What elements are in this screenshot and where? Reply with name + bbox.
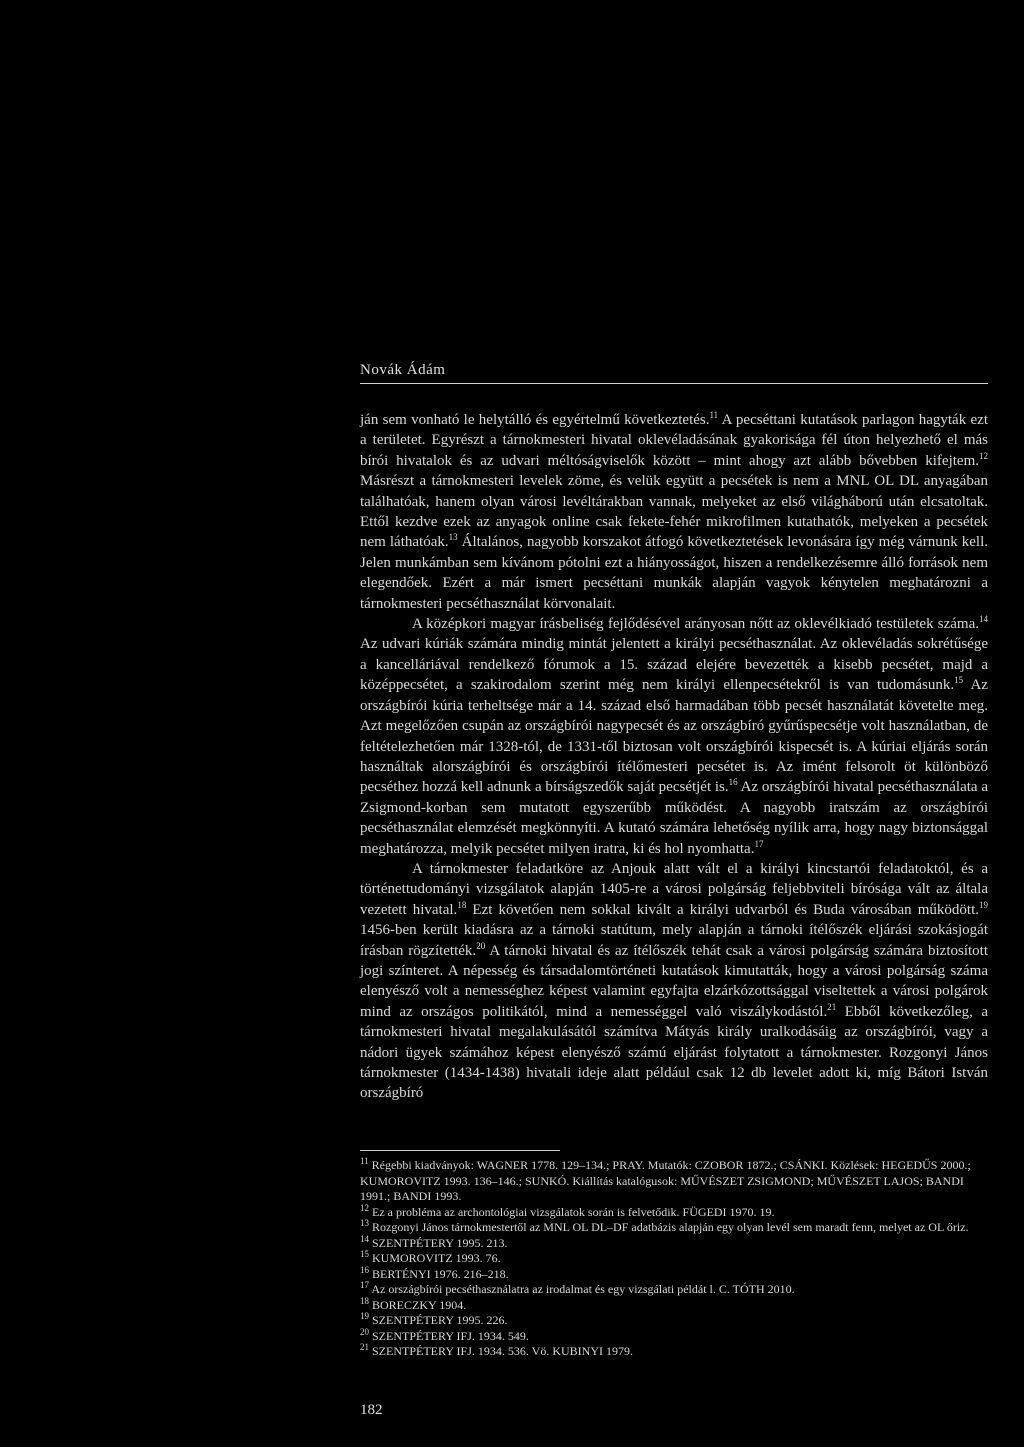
footnote-number: 17 — [360, 1280, 369, 1290]
text-run: Általános, nagyobb korszakot átfogó következtetések levonására így még várnunk kell. Jelen munkámban sem kívánom pótolni ezt a hiányosságot, hiszen a rendelkezésemre álló források nem elegendőek. Ezért a már ismert pecséttani munkák alapján vagyok kénytelen meghatározni a tárnokmesteri pecséthasználat körvonalait. — [360, 534, 988, 612]
footnote-text: BORECZKY 1904. — [369, 1297, 467, 1312]
footnote-number: 16 — [360, 1264, 369, 1275]
footnote-ref: 14 — [979, 614, 988, 625]
footnote-number: 19 — [360, 1311, 369, 1321]
footnote-ref: 13 — [448, 532, 458, 543]
footnote-number: 11 — [360, 1156, 369, 1166]
footnote-ref: 17 — [754, 838, 764, 849]
text-run: A pecséttani kutatások parlagon hagyták ezt a területet. Egyrészt a tárnokmesteri hivatal oklevéladásának gyakorisága fél úton helyezhető el más bírói hivatalok és az udvari méltóságviselők között – mint ahogy azt alább bővebben kifejtem. — [360, 412, 988, 469]
running-header: Novák Ádám — [360, 362, 446, 378]
footnote — [360, 1158, 988, 1205]
footnote — [360, 1202, 988, 1221]
footnote-text: SZENTPÉTERY 1995. 226. — [369, 1313, 508, 1327]
footnote — [360, 1313, 988, 1329]
text-run: A tárnokmester feladatköre az Anjouk alatt vált el a királyi kincstartói feladatoktól, és a történettudományi vizsgálatok alapján 1405-re a városi polgárság feljebbviteli bírósága vált az általa vezetett hivatal. — [360, 860, 988, 918]
footnote-text: SZENTPÉTERY IFJ. 1934. 536. Vö. KUBINYI 1979. — [369, 1344, 634, 1358]
footnote-text: Ez a probléma az archontológiai vizsgálatok során is felvetődik. FÜGEDI 1970. 19. — [369, 1204, 775, 1219]
footnote-ref: 21 — [827, 1001, 837, 1012]
body-text — [360, 410, 988, 1104]
footnote-ref: 18 — [457, 899, 467, 910]
text-run: Az országbírói kúria terheltsége már a 14. század első harmadában több pecsét használatát követelte meg. Azt megelőzően csupán az országbírói nagypecsét és az országbíró gyűrűspecsétje volt használatban, de feltételezhetően már 1328-tól, de 1331-től biztosan volt országbírói kispecsét is. A kúriai eljárás során használtak alországbírói és országbírói ítélőmesteri pecsétet is. Az imént felsorolt öt különböző pecséthez hozzá kell adnunk a bírságszedők saját pecsétjét is. — [360, 677, 988, 796]
footnote-ref: 15 — [954, 675, 964, 686]
text-run: ján sem vonható le helytálló és egyértelmű következtetés. — [360, 412, 710, 428]
paragraph-1 — [360, 410, 988, 614]
text-run: Ezt követően nem sokkal kivált a királyi udvarból és Buda városában működött. — [466, 901, 980, 918]
paragraph-2 — [360, 614, 988, 859]
footnote-text: Az országbírói pecséthasználatra az irodalmat és egy vizsgálati példát l. C. TÓTH 2010. — [369, 1282, 795, 1296]
footnote — [360, 1282, 988, 1298]
footnote — [360, 1326, 988, 1345]
footnote-text: SZENTPÉTERY 1995. 213. — [369, 1235, 508, 1250]
footnote-ref: 11 — [709, 410, 719, 420]
footnote-rule — [360, 1150, 560, 1151]
text-run: A középkori magyar írásbeliség fejlődésével arányosan nőtt az oklevélkiadó testületek száma. — [412, 616, 979, 633]
header-rule — [360, 383, 988, 384]
footnote — [360, 1251, 988, 1267]
footnote-number: 20 — [360, 1326, 369, 1337]
footnote-number: 18 — [360, 1295, 369, 1306]
text-run: A tárnoki hivatal és az ítélőszék tehát csak a városi polgárság számára biztosított jogi színteret. A népesség és társadalomtörténeti kutatások kimutatták, hogy a városi polgárság száma elenyésző volt a nemességhez képest valamint egyfajta elzárkózottsággal viseltettek a városi polgárok mind az országos politikától, mind a nemességgel való viszálykodástól. — [360, 942, 988, 1020]
footnote-ref: 20 — [476, 940, 486, 951]
footnote — [360, 1233, 988, 1252]
footnote — [360, 1264, 988, 1283]
text-run: 1456-ben került kiadásra az a tárnoki statútum, mely alapján a tárnoki ítélőszék eljárási szokásjogát írásban rögzítették. — [360, 922, 988, 959]
footnote-text: KUMOROVITZ 1993. 76. — [369, 1251, 501, 1265]
footnote — [360, 1220, 988, 1236]
footnote-text: Rozgonyi János tárnokmestertől az MNL OL DL–DF adatbázis alapján egy olyan levél sem maradt fenn, melyet az OL őriz. — [369, 1220, 969, 1234]
footnote-number: 13 — [360, 1218, 369, 1228]
footnote-number: 21 — [360, 1342, 369, 1352]
footnote-ref: 19 — [979, 899, 989, 910]
text-run: Másrészt a tárnokmesteri levelek zöme, és velük együtt a pecsétek is nem a MNL OL DL anyagában találhatóak, hanem olyan városi levéltárakban vannak, melyeket az első világháború után elcsatoltak. Ettől kezdve ezek az anyagok online csak fekete-fehér mikrofilmen kutathatók, melyeken a pecsétek nem láthatóak. — [360, 473, 988, 551]
text-run: Az országbírói hivatal pecséthasználata a Zsigmond-korban sem mutatott egyszerűbb működést. A nagyobb iratszám az országbírói pecséthasználat elemzését megkönnyíti. A kutató számára lehetőség nyílik arra, hogy nagy biztonsággal meghatározza, melyik pecsétet milyen iratra, ki és hol nyomhatta. — [360, 779, 988, 857]
footnote-text: Régebbi kiadványok: WAGNER 1778. 129–134.; PRAY. Mutatók: CZOBOR 1872.; CSÁNKI. Közlések: HEGEDŰS 2000.; KUMOROVITZ 1993. 136–146.; SUNKÓ. Kiállítás katalógusok: MŰVÉSZET ZSIGMOND; MŰVÉSZET LAJOS; BANDI 1991.; BANDI 1993. — [360, 1158, 971, 1203]
footnote-number: 15 — [360, 1249, 369, 1259]
footnote-ref: 16 — [728, 777, 738, 788]
paragraph-3 — [360, 859, 988, 1104]
footnote-text: SZENTPÉTERY IFJ. 1934. 549. — [369, 1328, 529, 1343]
page-number: 182 — [360, 1402, 383, 1418]
footnotes — [360, 1158, 988, 1360]
footnote-ref: 12 — [979, 450, 988, 461]
text-run: Az udvari kúriák számára mindig mintát jelentett a királyi pecséthasználat. Az oklevéladás sokrétűsége a kancelláriával rendelkező fórumok a 15. század elejére bevezették a kisebb pecsétet, majd a középpecsétet, a szakirodalom szerint még nem királyi ellenpecsétekről is van tudomásunk. — [360, 636, 988, 694]
footnote — [360, 1344, 988, 1360]
footnote — [360, 1295, 988, 1314]
footnote-number: 14 — [360, 1233, 369, 1244]
footnote-text: BERTÉNYI 1976. 216–218. — [369, 1266, 509, 1281]
text-run: Ebből következőleg, a tárnokmesteri hivatal megalakulásától számítva Mátyás király uralkodásáig az országbírói, vagy a nádori ügyek számához képest elenyésző számú eljárást folytatott a tárnokmester. Rozgonyi János tárnokmester (1434-1438) hivatali ideje alatt például csak 12 db levelet adott ki, míg Bátori István országbíró — [360, 1003, 988, 1102]
footnote-number: 12 — [360, 1202, 369, 1213]
